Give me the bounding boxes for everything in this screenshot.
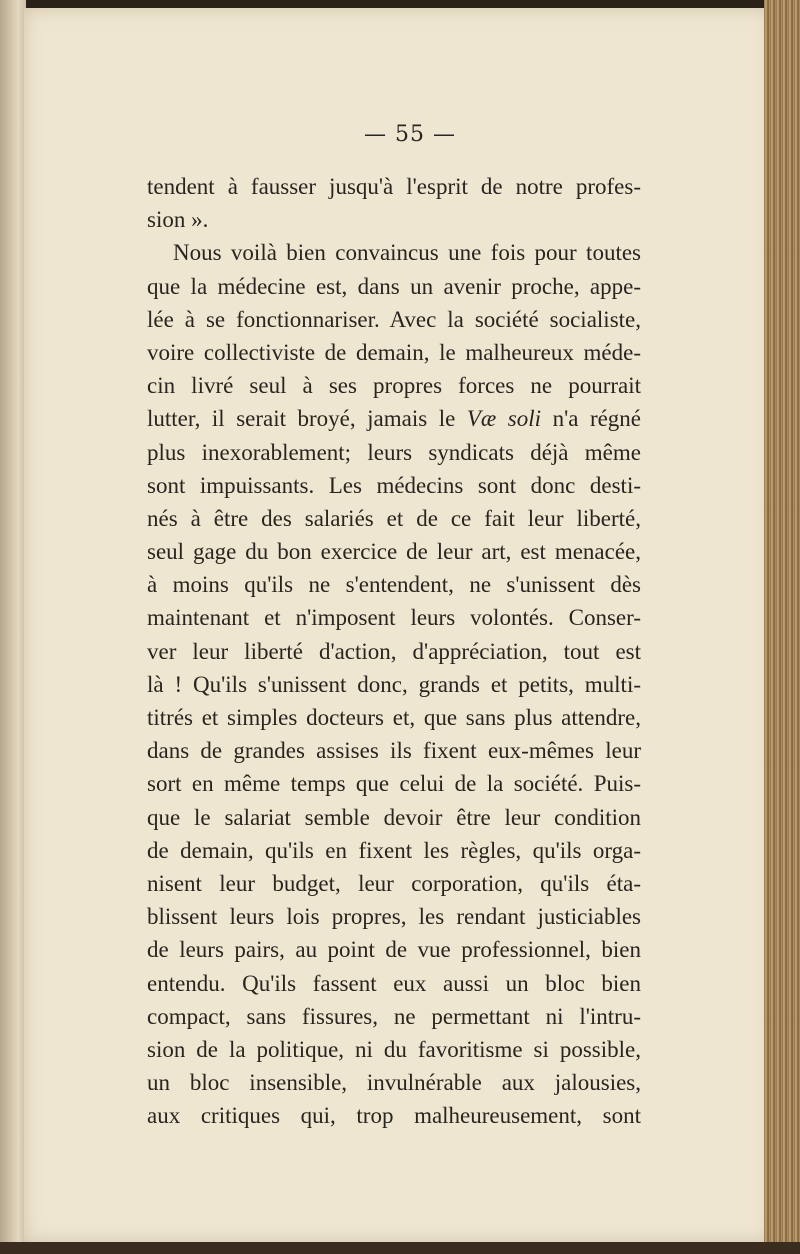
text-line: de leurs pairs, au point de vue professionnel, bien <box>147 937 641 963</box>
text-line: ver leur liberté d'action, d'appréciation, tout est <box>147 638 641 664</box>
text-line: un bloc insensible, invulnérable aux jalousies, <box>147 1070 641 1096</box>
text-line: tendent à fausser jusqu'à l'esprit de notre profes- <box>147 174 641 199</box>
page-stack-edge <box>764 0 800 1254</box>
text-line: aux critiques qui, trop malheureusement, sont <box>147 1103 641 1129</box>
text-line: que le salariat semble devoir être leur condition <box>147 804 641 830</box>
text-line: voire collectiviste de demain, le malheureux méde- <box>147 339 641 365</box>
bottom-binding <box>0 1242 800 1254</box>
text-line: à moins qu'ils ne s'entendent, ne s'unissent dès <box>147 572 641 598</box>
text-line: nés à être des salariés et de ce fait leur liberté, <box>147 505 641 531</box>
text-line: titrés et simples docteurs et, que sans plus attendre, <box>147 705 641 730</box>
text-line: de demain, qu'ils en fixent les règles, qu'ils orga- <box>147 837 641 863</box>
text-line: maintenant et n'imposent leurs volontés. Conser- <box>147 605 641 631</box>
text-line: seul gage du bon exercice de leur art, est menacée, <box>147 539 641 565</box>
text-line: que la médecine est, dans un avenir proche, appe- <box>147 273 641 299</box>
text-line-with-italic <box>147 402 641 435</box>
text-line: nisent leur budget, leur corporation, qu'ils éta- <box>147 870 641 896</box>
text-line: dans de grandes assises ils fixent eux-mêmes leur <box>147 738 641 764</box>
italic-phrase: Væ soli <box>466 406 542 432</box>
page-number: — 55 — <box>364 122 456 147</box>
text-line: sont impuissants. Les médecins sont donc desti- <box>147 472 641 498</box>
text-line: là ! Qu'ils s'unissent donc, grands et petits, multi- <box>147 671 641 697</box>
text-segment: lutter, il serait broyé, jamais le <box>147 406 456 432</box>
text-line: Nous voilà bien convaincus une fois pour toutes <box>173 240 641 266</box>
text-line: lée à se fonctionnariser. Avec la société socialiste, <box>147 306 641 332</box>
text-line: entendu. Qu'ils fassent eux aussi un bloc bien <box>147 970 641 996</box>
text-line: plus inexorablement; leurs syndicats déjà même <box>147 439 641 465</box>
text-line: sion ». <box>147 207 209 233</box>
text-segment: n'a régné <box>552 406 642 432</box>
text-line: cin livré seul à ses propres forces ne pourrait <box>147 373 641 399</box>
text-line: sion de la politique, ni du favoritisme si possible, <box>147 1036 641 1062</box>
text-line: blissent leurs lois propres, les rendant justiciables <box>147 904 641 930</box>
text-line: compact, sans fissures, ne permettant ni l'intru- <box>147 1003 641 1029</box>
text-line: sort en même temps que celui de la société. Puis- <box>147 771 641 797</box>
left-page-edge <box>0 0 26 1254</box>
body-text <box>147 170 641 1132</box>
